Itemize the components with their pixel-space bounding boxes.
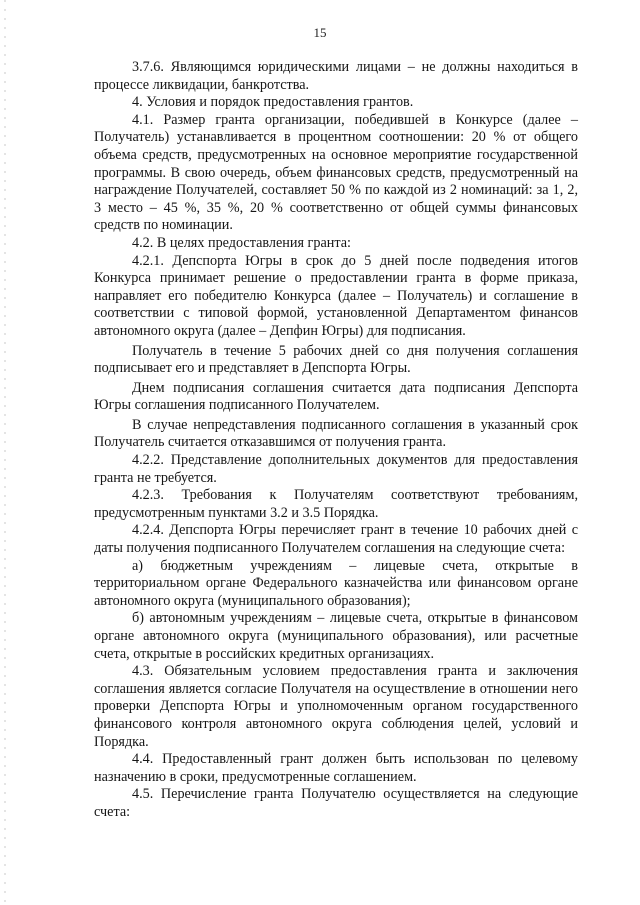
paragraph-4-4: 4.4. Предоставленный грант должен быть использован по целевому назначению в сроки, предусмотренные соглашением. bbox=[94, 751, 578, 785]
paragraph-non-submission: В случае непредставления подписанного соглашения в указанный срок Получатель считается отказавшимся от получения гранта. bbox=[94, 416, 578, 451]
list-item-a: а) бюджетным учреждениям – лицевые счета, открытые в территориальном органе Федерального казначейства или финансовом органе автономного округа (муниципального образования); bbox=[94, 557, 578, 609]
paragraph-3-7-6: 3.7.6. Являющимся юридическими лицами – не должны находиться в процессе ликвидации, банкротства. bbox=[94, 59, 578, 93]
paragraph-4-2: 4.2. В целях предоставления гранта: bbox=[132, 234, 351, 251]
paragraph-recipient-signing: Получатель в течение 5 рабочих дней со дня получения соглашения подписывает его и представляет в Депспорта Югры. bbox=[94, 342, 578, 377]
paragraph-4-1: 4.1. Размер гранта организации, победившей в Конкурсе (далее – Получатель) устанавливается в процентном соотношении: 20 % от общего объема средств, предусмотренных на основное мероприятие государственной программы. В свою очередь, объем финансовых средств, предусмотренный на награждение Получателей, составляет 50 % по каждой из 2 номинаций: за 1, 2, 3 место – 45 %, 35 %, 20 % соответственно от общей суммы финансовых средств по номинации. bbox=[94, 111, 578, 234]
scan-edge-artifact bbox=[4, 0, 6, 905]
list-item-b: б) автономным учреждениям – лицевые счета, открытые в финансовом органе автономного округа (муниципального образования), или расчетные счета, открытые в российских кредитных организациях. bbox=[94, 610, 578, 662]
paragraph-4-2-4: 4.2.4. Депспорта Югры перечисляет грант в течение 10 рабочих дней с даты получения подписанного Получателем соглашения на следующие счета: bbox=[94, 522, 578, 557]
paragraph-4-2-1: 4.2.1. Депспорта Югры в срок до 5 дней после подведения итогов Конкурса принимает решение о предоставлении гранта в форме приказа, направляет его победителю Конкурса (далее – Получатель) и соглашение в соответствии с типовой формой, установленной Департаментом финансов автономного округа (далее – Депфин Югры) для подписания. bbox=[94, 252, 578, 339]
paragraph-4-2-2: 4.2.2. Представление дополнительных документов для предоставления гранта не требуется. bbox=[94, 452, 578, 486]
paragraph-4-5: 4.5. Перечисление гранта Получателю осуществляется на следующие счета: bbox=[94, 786, 578, 820]
document-body bbox=[94, 59, 578, 822]
section-heading-4: 4. Условия и порядок предоставления грантов. bbox=[132, 94, 414, 111]
paragraph-signing-date: Днем подписания соглашения считается дата подписания Депспорта Югры соглашения подписанного Получателем. bbox=[94, 379, 578, 414]
paragraph-4-3: 4.3. Обязательным условием предоставления гранта и заключения соглашения является согласие Получателя на осуществление в отношении него проверки Депспорта Югры и уполномоченным органом государственного финансового контроля автономного округа соблюдения целей, условий и Порядка. bbox=[94, 663, 578, 750]
paragraph-4-2-3: 4.2.3. Требования к Получателям соответствуют требованиям, предусмотренным пунктами 3.2 и 3.5 Порядка. bbox=[94, 487, 578, 521]
page-number: 15 bbox=[313, 25, 327, 40]
